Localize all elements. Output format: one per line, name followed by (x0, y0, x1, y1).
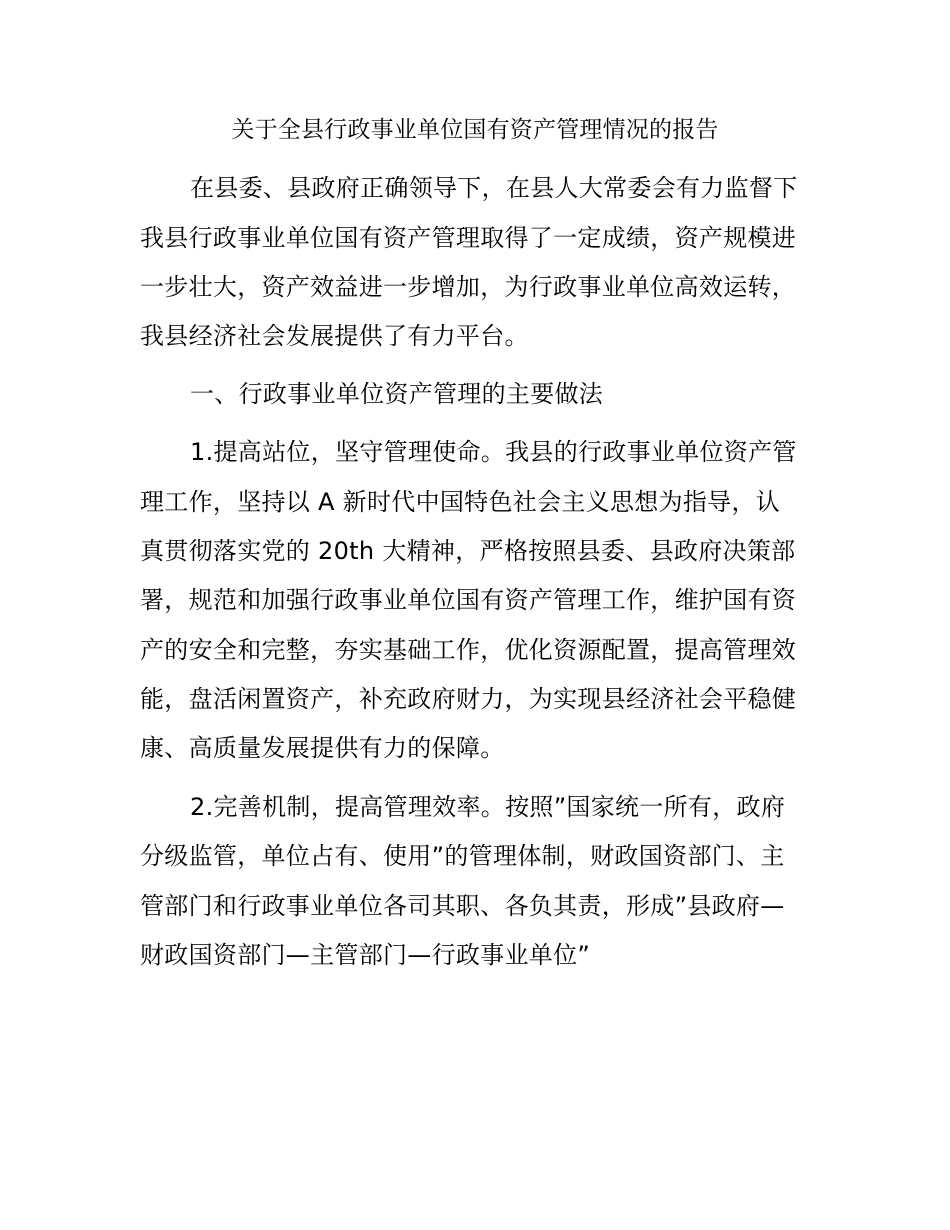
paragraph-intro-line-4: 我县经济社会发展提供了有力平台。 (140, 322, 529, 350)
item1-line-5: 产的安全和完整，夯实基础工作，优化资源配置，提高管理效 (140, 636, 797, 664)
item1-line-3: 真贯彻落实党的 20th 大精神，严格按照县委、县政府决策部 (140, 537, 796, 565)
item1-line-7: 康、高质量发展提供有力的保障。 (140, 734, 505, 762)
item2-line-2: 分级监管，单位占有、使用”的管理体制，财政国资部门、主 (140, 842, 785, 870)
item1-line-2: 理工作，坚持以 A 新时代中国特色社会主义思想为指导，认 (140, 488, 781, 516)
paragraph-intro-line-1: 在县委、县政府正确领导下，在县人大常委会有力监督下 (190, 174, 798, 202)
item2-line-1: 2.完善机制，提高管理效率。按照”国家统一所有，政府 (190, 793, 786, 821)
section-heading: 一、行政事业单位资产管理的主要做法 (190, 380, 604, 408)
item1-line-4: 署，规范和加强行政事业单位国有资产管理工作，维护国有资 (140, 586, 797, 614)
item1-line-6: 能，盘活闲置资产，补充政府财力，为实现县经济社会平稳健 (140, 685, 797, 713)
document-title: 关于全县行政事业单位国有资产管理情况的报告 (231, 117, 719, 143)
item1-line-1: 1.提高站位，坚守管理使命。我县的行政事业单位资产管 (190, 438, 797, 466)
item2-line-4: 财政国资部门—主管部门—行政事业单位” (140, 941, 591, 969)
paragraph-intro-line-2: 我县行政事业单位国有资产管理取得了一定成绩，资产规模进 (140, 224, 797, 252)
paragraph-intro-line-3: 一步壮大，资产效益进一步增加，为行政事业单位高效运转， (140, 273, 797, 301)
item2-line-3: 管部门和行政事业单位各司其职、各负其责，形成”县政府— (140, 892, 785, 920)
